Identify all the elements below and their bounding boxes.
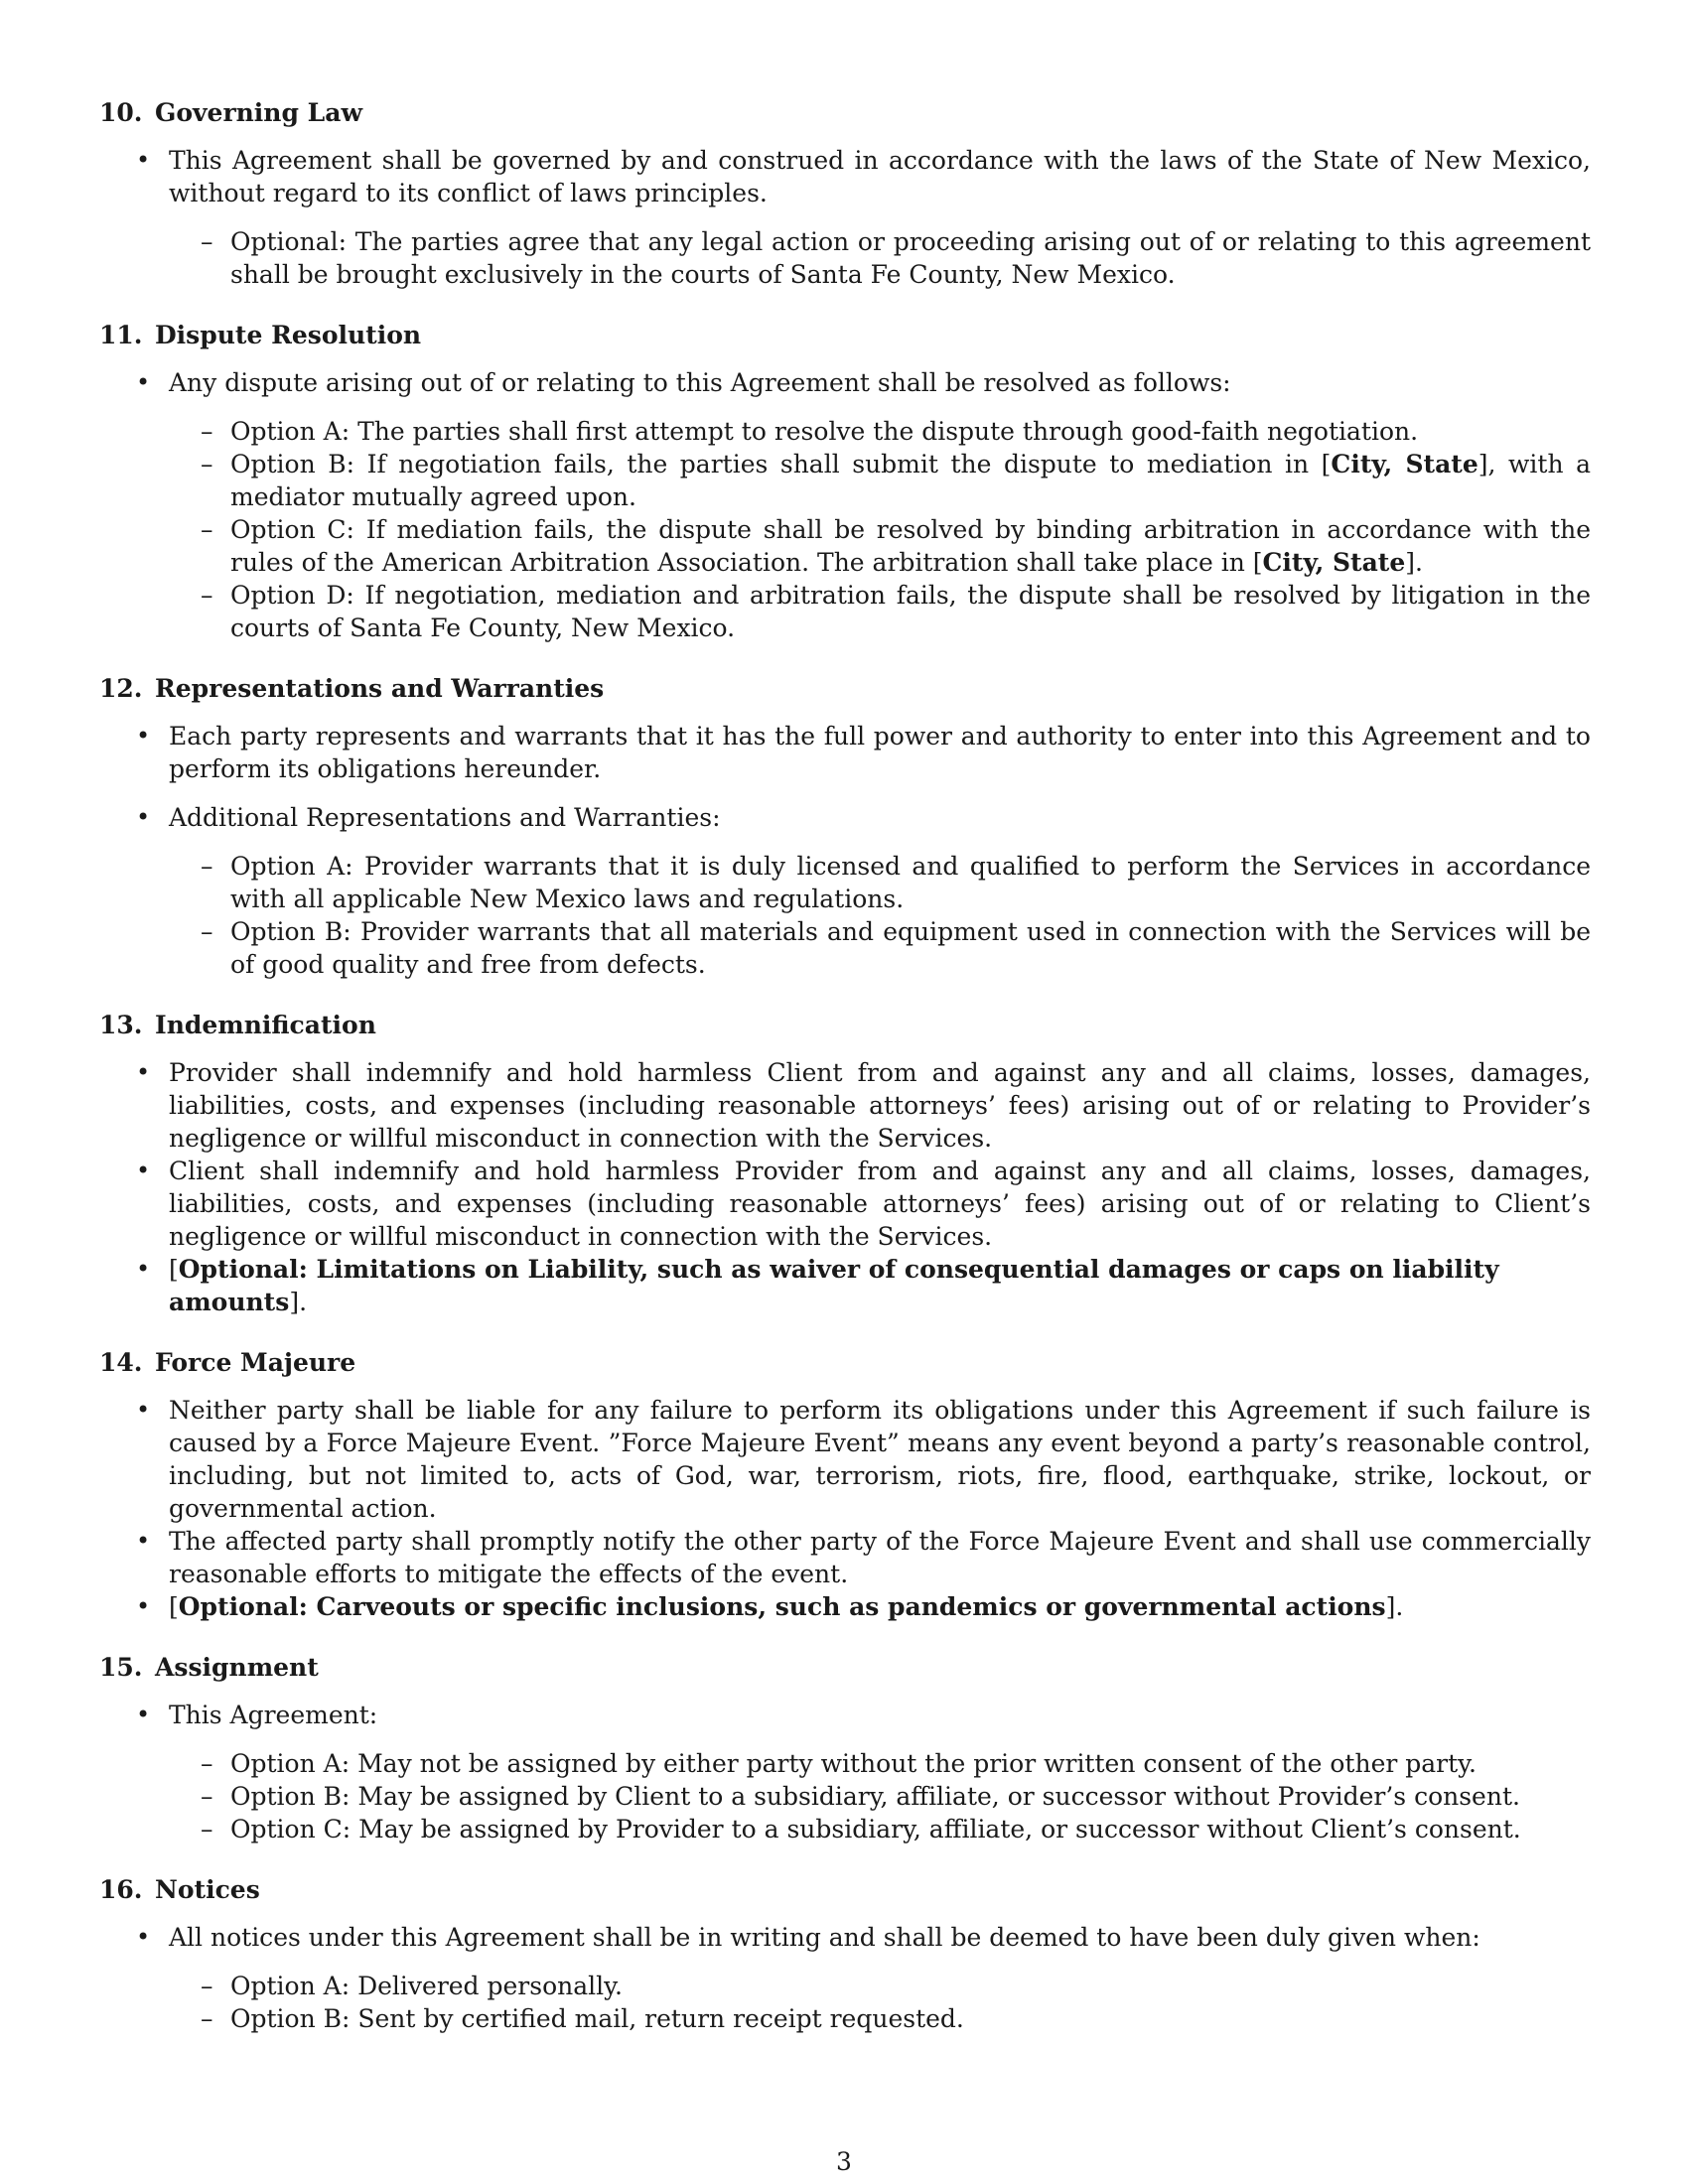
section-number: 16.: [99, 1875, 143, 1904]
section-number: 13.: [99, 1011, 143, 1039]
section-governing-law: [99, 96, 1591, 291]
bullet-item: [99, 1921, 1591, 2035]
option-text: Option C: If mediation fails, the dispute shall be resolved by binding arbitration in accordance with the rules of the American Arbitration Association. The arbitration shall take place in [: [230, 515, 1591, 577]
section-title: Force Majeure: [155, 1348, 356, 1377]
section-heading: [99, 319, 1591, 352]
option-item-b: – Option B: May be assigned by Client to a subsidiary, affiliate, or successor without Provider’s consent.: [169, 1780, 1591, 1813]
section-heading: [99, 1346, 1591, 1380]
bracket-open: [: [169, 1592, 179, 1621]
bracket-close: ].: [289, 1288, 308, 1316]
section-title: Dispute Resolution: [155, 321, 422, 349]
option-item-a: – Option A: Delivered personally.: [169, 1970, 1591, 2002]
section-number: 12.: [99, 674, 143, 703]
option-text: Option B: If negotiation fails, the parties shall submit the dispute to mediation in [: [230, 450, 1332, 478]
section-heading: [99, 1651, 1591, 1685]
section-heading: [99, 672, 1591, 706]
bullet-item: • Provider shall indemnify and hold harmless Client from and against any and all claims, losses, damages, liabilities, costs, and expenses (including reasonable attorneys’ fees) arising out of or relating to Provider’s negligence or willful misconduct in connection with the Services.: [99, 1056, 1591, 1155]
option-item-c: – Option C: May be assigned by Provider to a subsidiary, affiliate, or successor without Client’s consent.: [169, 1813, 1591, 1845]
bullet-item-optional: [99, 1253, 1591, 1318]
section-heading: [99, 1009, 1591, 1042]
section-representations-warranties: [99, 672, 1591, 981]
section-heading: [99, 1873, 1591, 1907]
bullet-item: [99, 1699, 1591, 1845]
section-assignment: [99, 1651, 1591, 1845]
optional-clause: Optional: Carveouts or specific inclusions, such as pandemics or governmental actions: [178, 1592, 1386, 1621]
bullet-item: • Neither party shall be liable for any failure to perform its obligations under this Agreement if such failure is caused by a Force Majeure Event. ”Force Majeure Event” means any event beyond a party’s reasonable control, including, but not limited to, acts of God, war, terrorism, riots, fire, flood, earthquake, strike, lockout, or governmental action.: [99, 1394, 1591, 1525]
bullet-item: [99, 366, 1591, 644]
section-number: 11.: [99, 321, 143, 349]
section-force-majeure: [99, 1346, 1591, 1623]
option-item-a: – Option A: The parties shall first attempt to resolve the dispute through good-faith negotiation.: [169, 415, 1591, 448]
section-title: Indemnification: [155, 1011, 376, 1039]
option-item-a: – Option A: May not be assigned by either party without the prior written consent of the other party.: [169, 1747, 1591, 1780]
placeholder-city-state: City, State: [1331, 450, 1478, 478]
bullet-item: • Client shall indemnify and hold harmless Provider from and against any and all claims, losses, damages, liabilities, costs, and expenses (including reasonable attorneys’ fees) arising out of or relating to Client’s negligence or willful misconduct in connection with the Services.: [99, 1155, 1591, 1253]
section-heading: [99, 96, 1591, 130]
option-item: – Optional: The parties agree that any legal action or proceeding arising out of or relating to this agreement shall be brought exclusively in the courts of Santa Fe County, New Mexico.: [169, 225, 1591, 291]
option-text: ].: [1405, 548, 1423, 577]
option-item-b: [169, 448, 1591, 513]
optional-clause: Optional: Limitations on Liability, such as waiver of consequential damages or caps on liability amounts: [169, 1255, 1499, 1316]
option-item-b: – Option B: Sent by certified mail, return receipt requested.: [169, 2002, 1591, 2035]
bullet-text: • Any dispute arising out of or relating to this Agreement shall be resolved as follows:: [169, 368, 1231, 397]
bullet-text: • All notices under this Agreement shall be in writing and shall be deemed to have been duly given when:: [169, 1923, 1480, 1952]
placeholder-city-state: City, State: [1262, 548, 1406, 577]
option-item-d: – Option D: If negotiation, mediation and arbitration fails, the dispute shall be resolved by litigation in the courts of Santa Fe County, New Mexico.: [169, 579, 1591, 644]
bullet-item: • The affected party shall promptly notify the other party of the Force Majeure Event and shall use commercially reasonable efforts to mitigate the effects of the event.: [99, 1525, 1591, 1590]
bullet-text: • This Agreement:: [169, 1701, 378, 1729]
section-title: Notices: [155, 1875, 260, 1904]
option-item-a: – Option A: Provider warrants that it is duly licensed and qualified to perform the Services in accordance with all applicable New Mexico laws and regulations.: [169, 850, 1591, 915]
section-title: Governing Law: [155, 98, 362, 127]
section-indemnification: [99, 1009, 1591, 1318]
bullet-item: [99, 801, 1591, 981]
section-notices: [99, 1873, 1591, 2035]
section-title: Assignment: [155, 1653, 319, 1682]
bracket-close: ].: [1385, 1592, 1404, 1621]
document-body: [99, 96, 1591, 2063]
page-number: 3: [836, 2147, 852, 2176]
option-text: ], with a mediator mutually agreed upon.: [230, 450, 1591, 511]
bullet-item: • Each party represents and warrants that it has the full power and authority to enter into this Agreement and to perform its obligations hereunder.: [99, 720, 1591, 785]
option-item-c: [169, 513, 1591, 579]
section-number: 15.: [99, 1653, 143, 1682]
section-number: 14.: [99, 1348, 143, 1377]
section-title: Representations and Warranties: [155, 674, 605, 703]
bracket-open: [: [169, 1255, 179, 1284]
option-item-b: – Option B: Provider warrants that all materials and equipment used in connection with the Services will be of good quality and free from defects.: [169, 915, 1591, 981]
bullet-item: [99, 144, 1591, 291]
section-number: 10.: [99, 98, 143, 127]
bullet-item-optional: [99, 1590, 1591, 1623]
bullet-text: • This Agreement shall be governed by and construed in accordance with the laws of the State of New Mexico, without regard to its conflict of laws principles.: [169, 146, 1591, 207]
section-dispute-resolution: [99, 319, 1591, 644]
bullet-text: • Additional Representations and Warranties:: [169, 803, 721, 832]
